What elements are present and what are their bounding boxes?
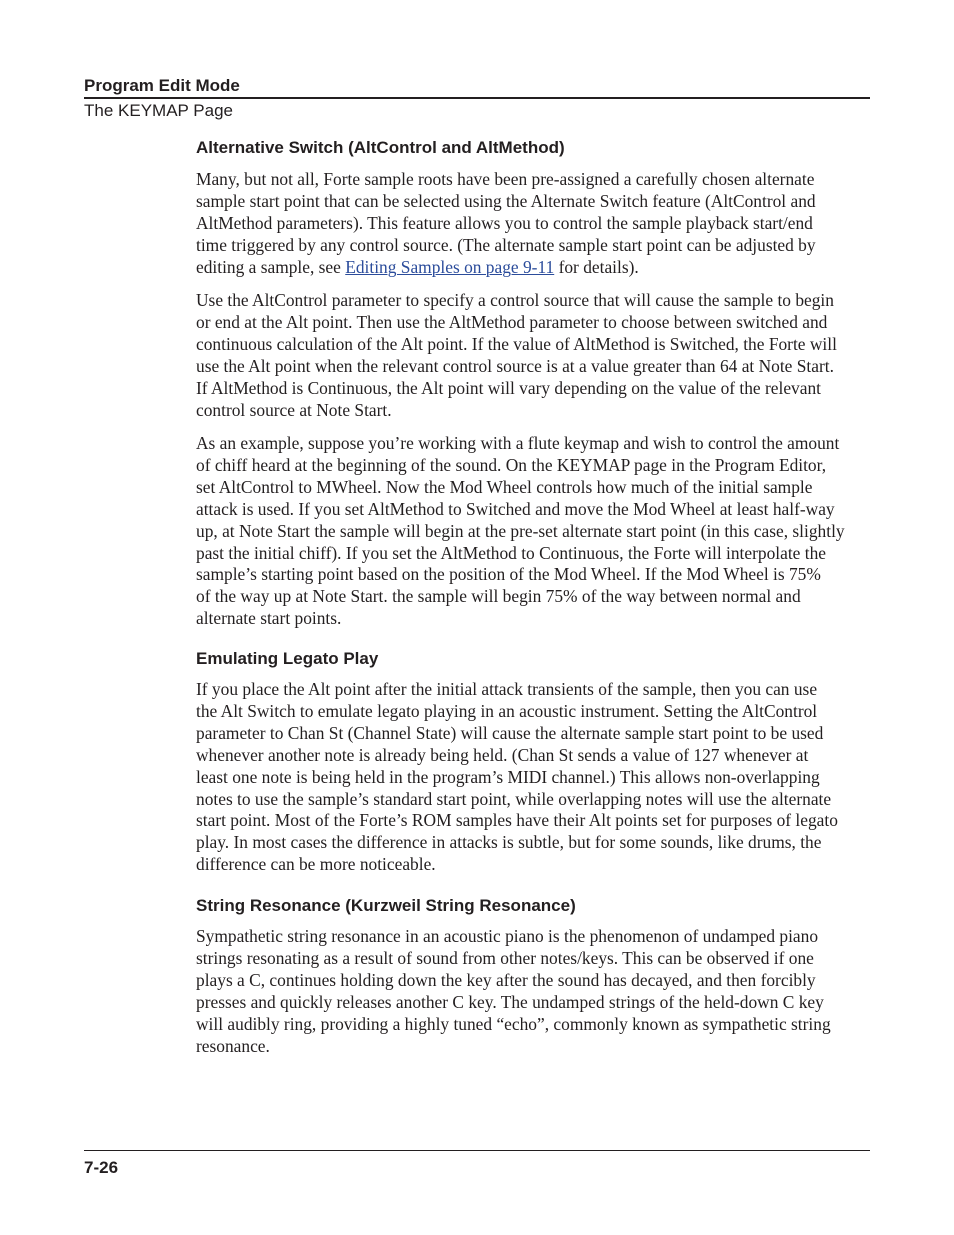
cross-reference-link[interactable]: Editing Samples on page 9-11	[345, 256, 555, 277]
paragraph	[196, 679, 838, 876]
text-line: control source at Note Start.	[196, 399, 392, 420]
section-title: The KEYMAP Page	[84, 101, 233, 120]
paragraph	[196, 433, 845, 630]
text-line: sample start point that can be selected using the Alternate Switch feature (AltControl and	[196, 190, 816, 211]
text-line: Many, but not all, Forte sample roots have been pre-assigned a carefully chosen alternate	[196, 169, 815, 189]
text-line: As an example, suppose you’re working with a flute keymap and wish to control the amount	[196, 433, 840, 453]
text-line: up, at Note Start the sample will begin at the pre-set alternate start point (in this case, slightly	[196, 520, 845, 541]
text-line: set AltControl to MWheel. Now the Mod Wheel controls how much of the initial sample	[196, 476, 813, 497]
text-line: least one note is being held in the program’s MIDI channel.) This allows non-overlapping	[196, 766, 820, 787]
paragraph	[196, 169, 816, 279]
heading-alternative-switch: Alternative Switch (AltControl and AltMethod)	[196, 138, 565, 157]
header-divider	[84, 97, 870, 99]
text-line: of chiff heard at the beginning of the sound. On the KEYMAP page in the Program Editor,	[196, 454, 827, 475]
text-line: whenever another note is already being held. (Chan St sends a value of 127 whenever at	[196, 744, 809, 765]
text-line: attack is used. If you set AltMethod to Switched and move the Mod Wheel at least half-way	[196, 498, 835, 519]
chapter-title: Program Edit Mode	[84, 76, 240, 95]
text-line: strings resonating as a result of sound from other notes/keys. This can be observed if one	[196, 947, 814, 968]
text-line: or end at the Alt point. Then use the AltMethod parameter to choose between switched and	[196, 311, 828, 332]
heading-emulating-legato: Emulating Legato Play	[196, 649, 379, 668]
text-line: use the Alt point when the relevant control source is at a value greater than 64 at Note Start.	[196, 355, 834, 376]
paragraph	[196, 290, 837, 421]
text-line: notes to use the sample’s standard start point, while overlapping notes will use the alternate	[196, 788, 832, 809]
text-line: difference can be more noticeable.	[196, 854, 436, 875]
text-line: resonance.	[196, 1035, 270, 1056]
paragraph	[196, 926, 831, 1057]
text-line: start point. Most of the Forte’s ROM samples have their Alt points set for purposes of legato	[196, 810, 838, 831]
text-line: continuous calculation of the Alt point. If the value of AltMethod is Switched, the Forte will	[196, 333, 837, 354]
text-line: plays a C, continues holding down the key after the sound has decayed, and then forcibly	[196, 969, 816, 990]
heading-string-resonance: String Resonance (Kurzweil String Resonance)	[196, 896, 576, 915]
text-line	[196, 257, 816, 279]
text-line: Use the AltControl parameter to specify a control source that will cause the sample to begin	[196, 290, 834, 310]
text-line: parameter to Chan St (Channel State) will cause the alternate sample start point to be used	[196, 722, 824, 743]
text-line: the Alt Switch to emulate legato playing in an acoustic instrument. Setting the AltControl	[196, 700, 818, 721]
text-span: editing a sample, see	[196, 256, 346, 277]
text-line: of the way up at Note Start. the sample will begin 75% of the way between normal and	[196, 586, 801, 607]
text-line: time triggered by any control source. (The alternate sample start point can be adjusted by	[196, 234, 816, 255]
text-line: will audibly ring, providing a highly tuned “echo”, commonly known as sympathetic string	[196, 1013, 831, 1034]
text-span: for details).	[554, 256, 639, 277]
text-line: If AltMethod is Continuous, the Alt point will vary depending on the value of the relevant	[196, 377, 821, 398]
text-line: past the initial chiff). If you set the AltMethod to Continuous, the Forte will interpolate the	[196, 542, 826, 563]
text-line: sample’s starting point based on the position of the Mod Wheel. If the Mod Wheel is 75%	[196, 564, 821, 585]
text-line: AltMethod parameters). This feature allows you to control the sample playback start/end	[196, 212, 813, 233]
text-line: alternate start points.	[196, 608, 342, 629]
text-line: If you place the Alt point after the initial attack transients of the sample, then you can use	[196, 679, 818, 699]
text-line: presses and quickly releases another C key. The undamped strings of the held-down C key	[196, 991, 824, 1012]
text-line: Sympathetic string resonance in an acoustic piano is the phenomenon of undamped piano	[196, 926, 819, 946]
page-number: 7-26	[84, 1158, 119, 1177]
footer-divider	[84, 1150, 870, 1151]
text-line: play. In most cases the difference in attacks is subtle, but for some sounds, like drums, the	[196, 832, 822, 853]
